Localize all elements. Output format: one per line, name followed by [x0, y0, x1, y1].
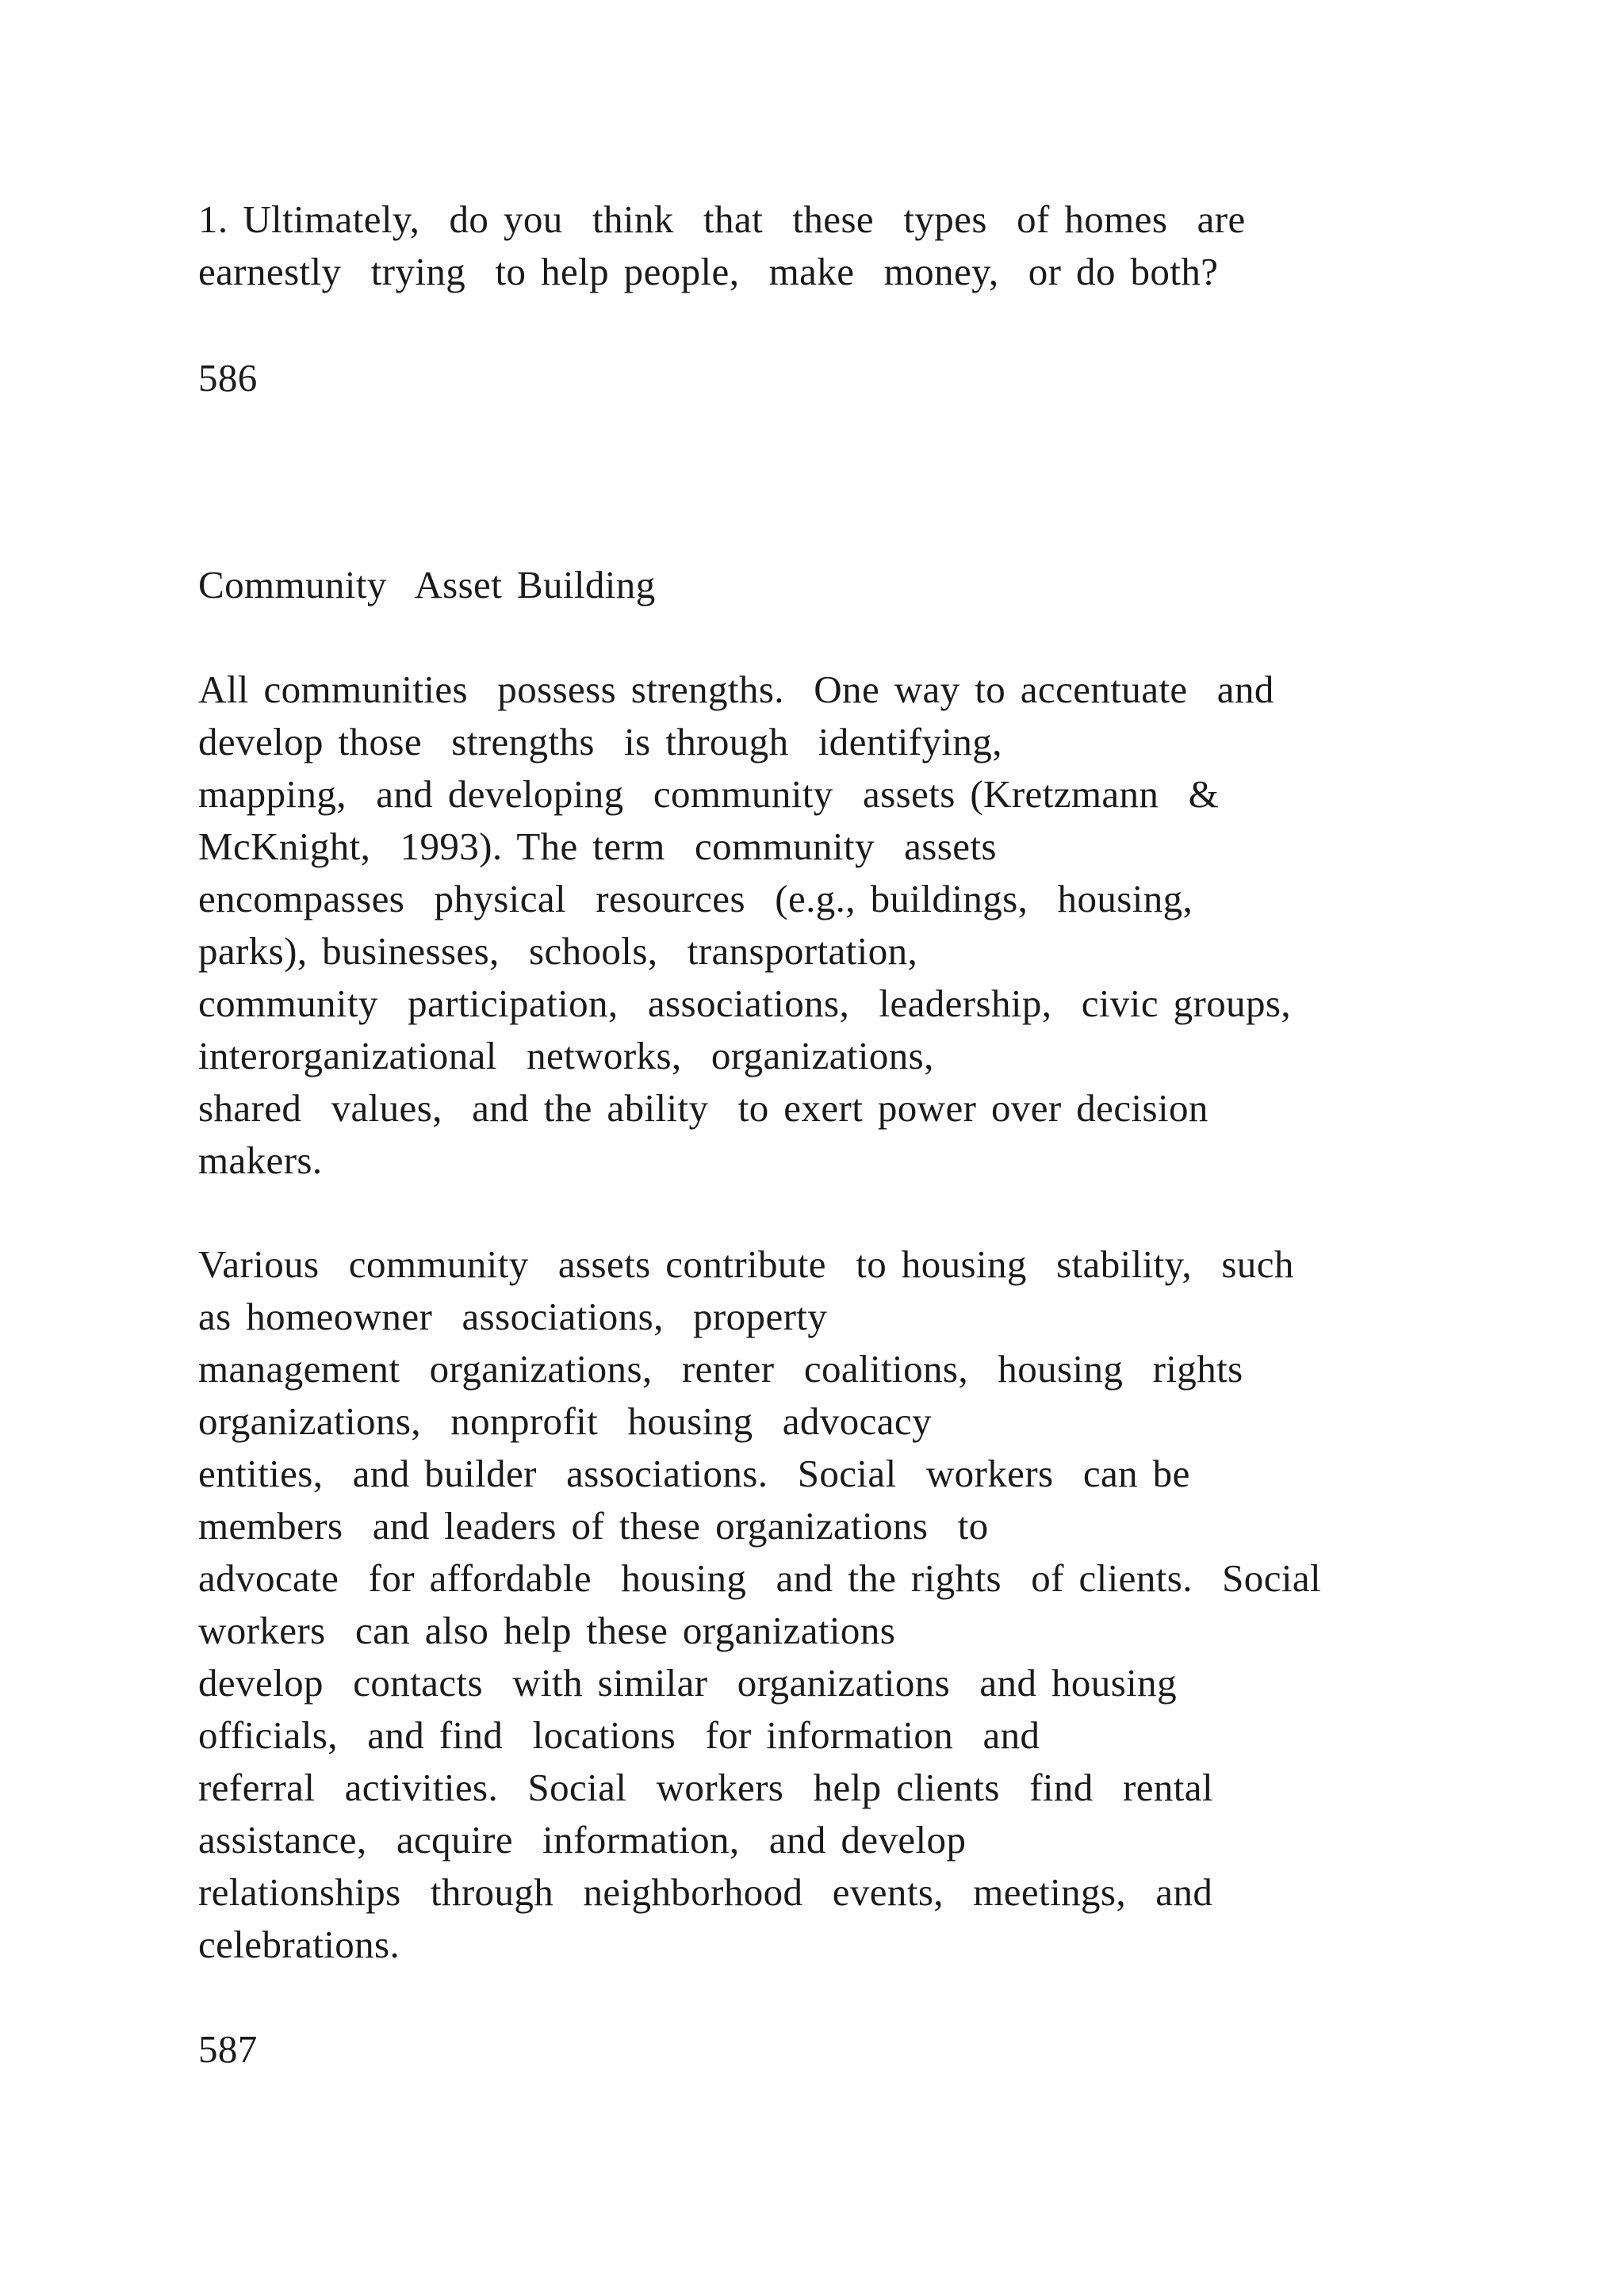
paragraph-line: management organizations, renter coalitions, housing rights: [198, 1347, 1243, 1391]
paragraph-line: All communities possess strengths. One way to accentuate and: [198, 668, 1274, 711]
paragraph-line: celebrations.: [198, 1923, 400, 1966]
paragraph-line: entities, and builder associations. Social workers can be: [198, 1452, 1190, 1495]
paragraph-line: assistance, acquire information, and develop: [198, 1818, 967, 1862]
question-line: 1. Ultimately, do you think that these types of homes are: [198, 197, 1246, 241]
paragraph-line: referral activities. Social workers help clients find rental: [198, 1766, 1213, 1809]
paragraph-line: parks), businesses, schools, transportation,: [198, 929, 918, 973]
paragraph-line: mapping, and developing community assets (Kretzmann &: [198, 772, 1220, 816]
page-number: 587: [198, 2027, 258, 2071]
paragraph-line: as homeowner associations, property: [198, 1295, 828, 1338]
paragraph-line: Various community assets contribute to housing stability, such: [198, 1242, 1294, 1286]
paragraph-line: encompasses physical resources (e.g., buildings, housing,: [198, 877, 1193, 920]
paragraph-line: community participation, associations, leadership, civic groups,: [198, 982, 1292, 1025]
page-number: 586: [198, 356, 258, 400]
paragraph-line: shared values, and the ability to exert power over decision: [198, 1086, 1208, 1130]
paragraph-line: organizations, nonprofit housing advocacy: [198, 1399, 932, 1443]
question-line: earnestly trying to help people, make money, or do both?: [198, 250, 1219, 293]
paragraph-line: members and leaders of these organizations to: [198, 1504, 989, 1548]
paragraph-line: develop those strengths is through identifying,: [198, 720, 1002, 763]
paragraph-line: McKnight, 1993). The term community assets: [198, 825, 997, 868]
section-heading: Community Asset Building: [198, 563, 656, 607]
paragraph-line: advocate for affordable housing and the rights of clients. Social: [198, 1556, 1322, 1600]
paragraph-line: officials, and find locations for information and: [198, 1713, 1040, 1757]
paragraph-line: develop contacts with similar organizations and housing: [198, 1661, 1177, 1705]
paragraph-line: workers can also help these organizations: [198, 1609, 896, 1652]
paragraph-line: interorganizational networks, organizations,: [198, 1034, 934, 1077]
paragraph-line: makers.: [198, 1138, 323, 1182]
paragraph-line: relationships through neighborhood events, meetings, and: [198, 1870, 1213, 1914]
